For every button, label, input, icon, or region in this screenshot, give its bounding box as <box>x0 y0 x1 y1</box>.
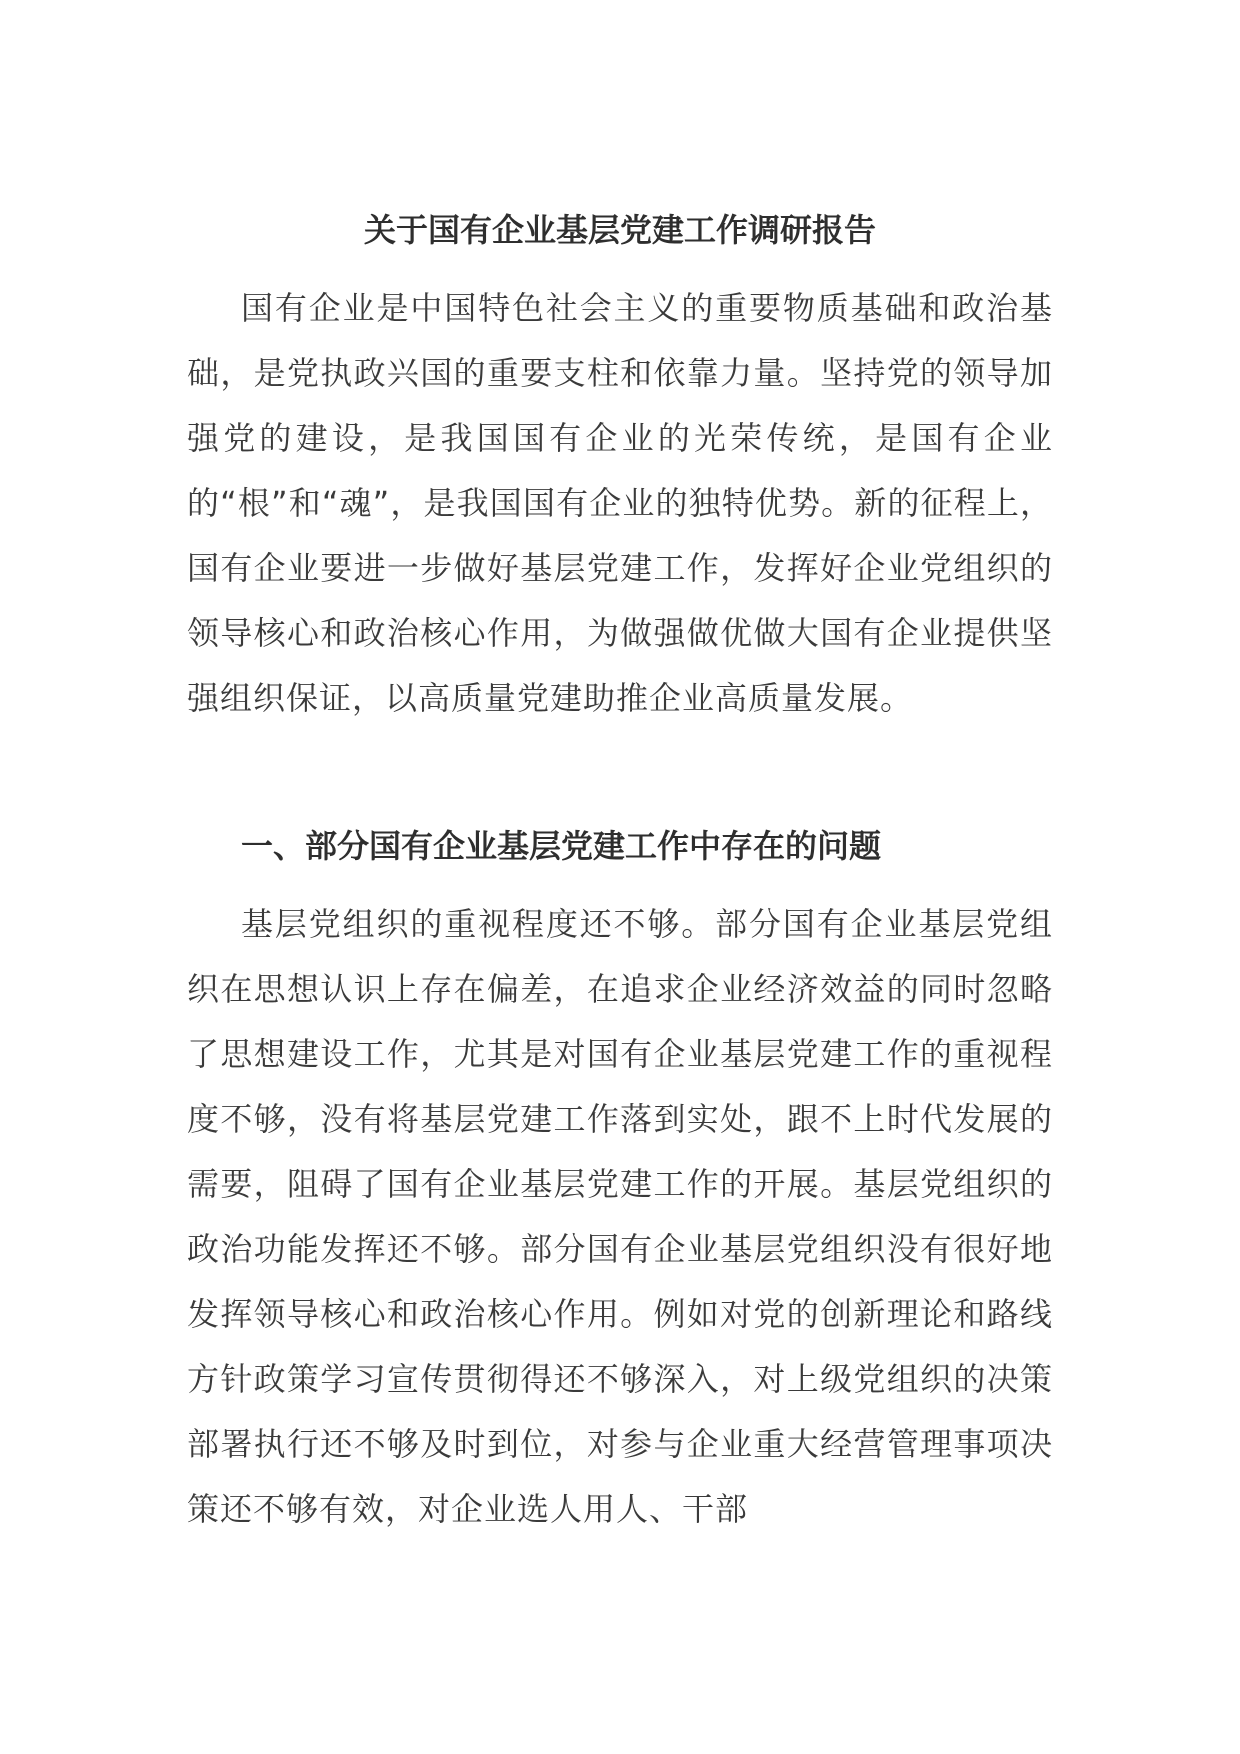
section-heading: 一、部分国有企业基层党建工作中存在的问题 <box>241 827 882 865</box>
document-title: 关于国有企业基层党建工作调研报告 <box>363 211 876 249</box>
intro-paragraph: 国有企业是中国特色社会主义的重要物质基础和政治基础，是党执政兴国的重要支柱和依靠力量。坚持党的领导加强党的建设，是我国国有企业的光荣传统，是国有企业的“根”和“魂”，是我国国有企业的独特优势。新的征程上，国有企业要进一步做好基层党建工作，发挥好企业党组织的领导核心和政治核心作用，为做强做优做大国有企业提供坚强组织保证，以高质量党建助推企业高质量发展。 <box>187 289 1053 717</box>
section-paragraph: 基层党组织的重视程度还不够。部分国有企业基层党组织在思想认识上存在偏差，在追求企业经济效益的同时忽略了思想建设工作，尤其是对国有企业基层党建工作的重视程度不够，没有将基层党建工作落到实处，跟不上时代发展的需要，阻碍了国有企业基层党建工作的开展。基层党组织的政治功能发挥还不够。部分国有企业基层党组织没有很好地发挥领导核心和政治核心作用。例如对党的创新理论和路线方针政策学习宣传贯彻得还不够深入，对上级党组织的决策部署执行还不够及时到位，对参与企业重大经营管理事项决策还不够有效，对企业选人用人、干部 <box>187 905 1053 1528</box>
